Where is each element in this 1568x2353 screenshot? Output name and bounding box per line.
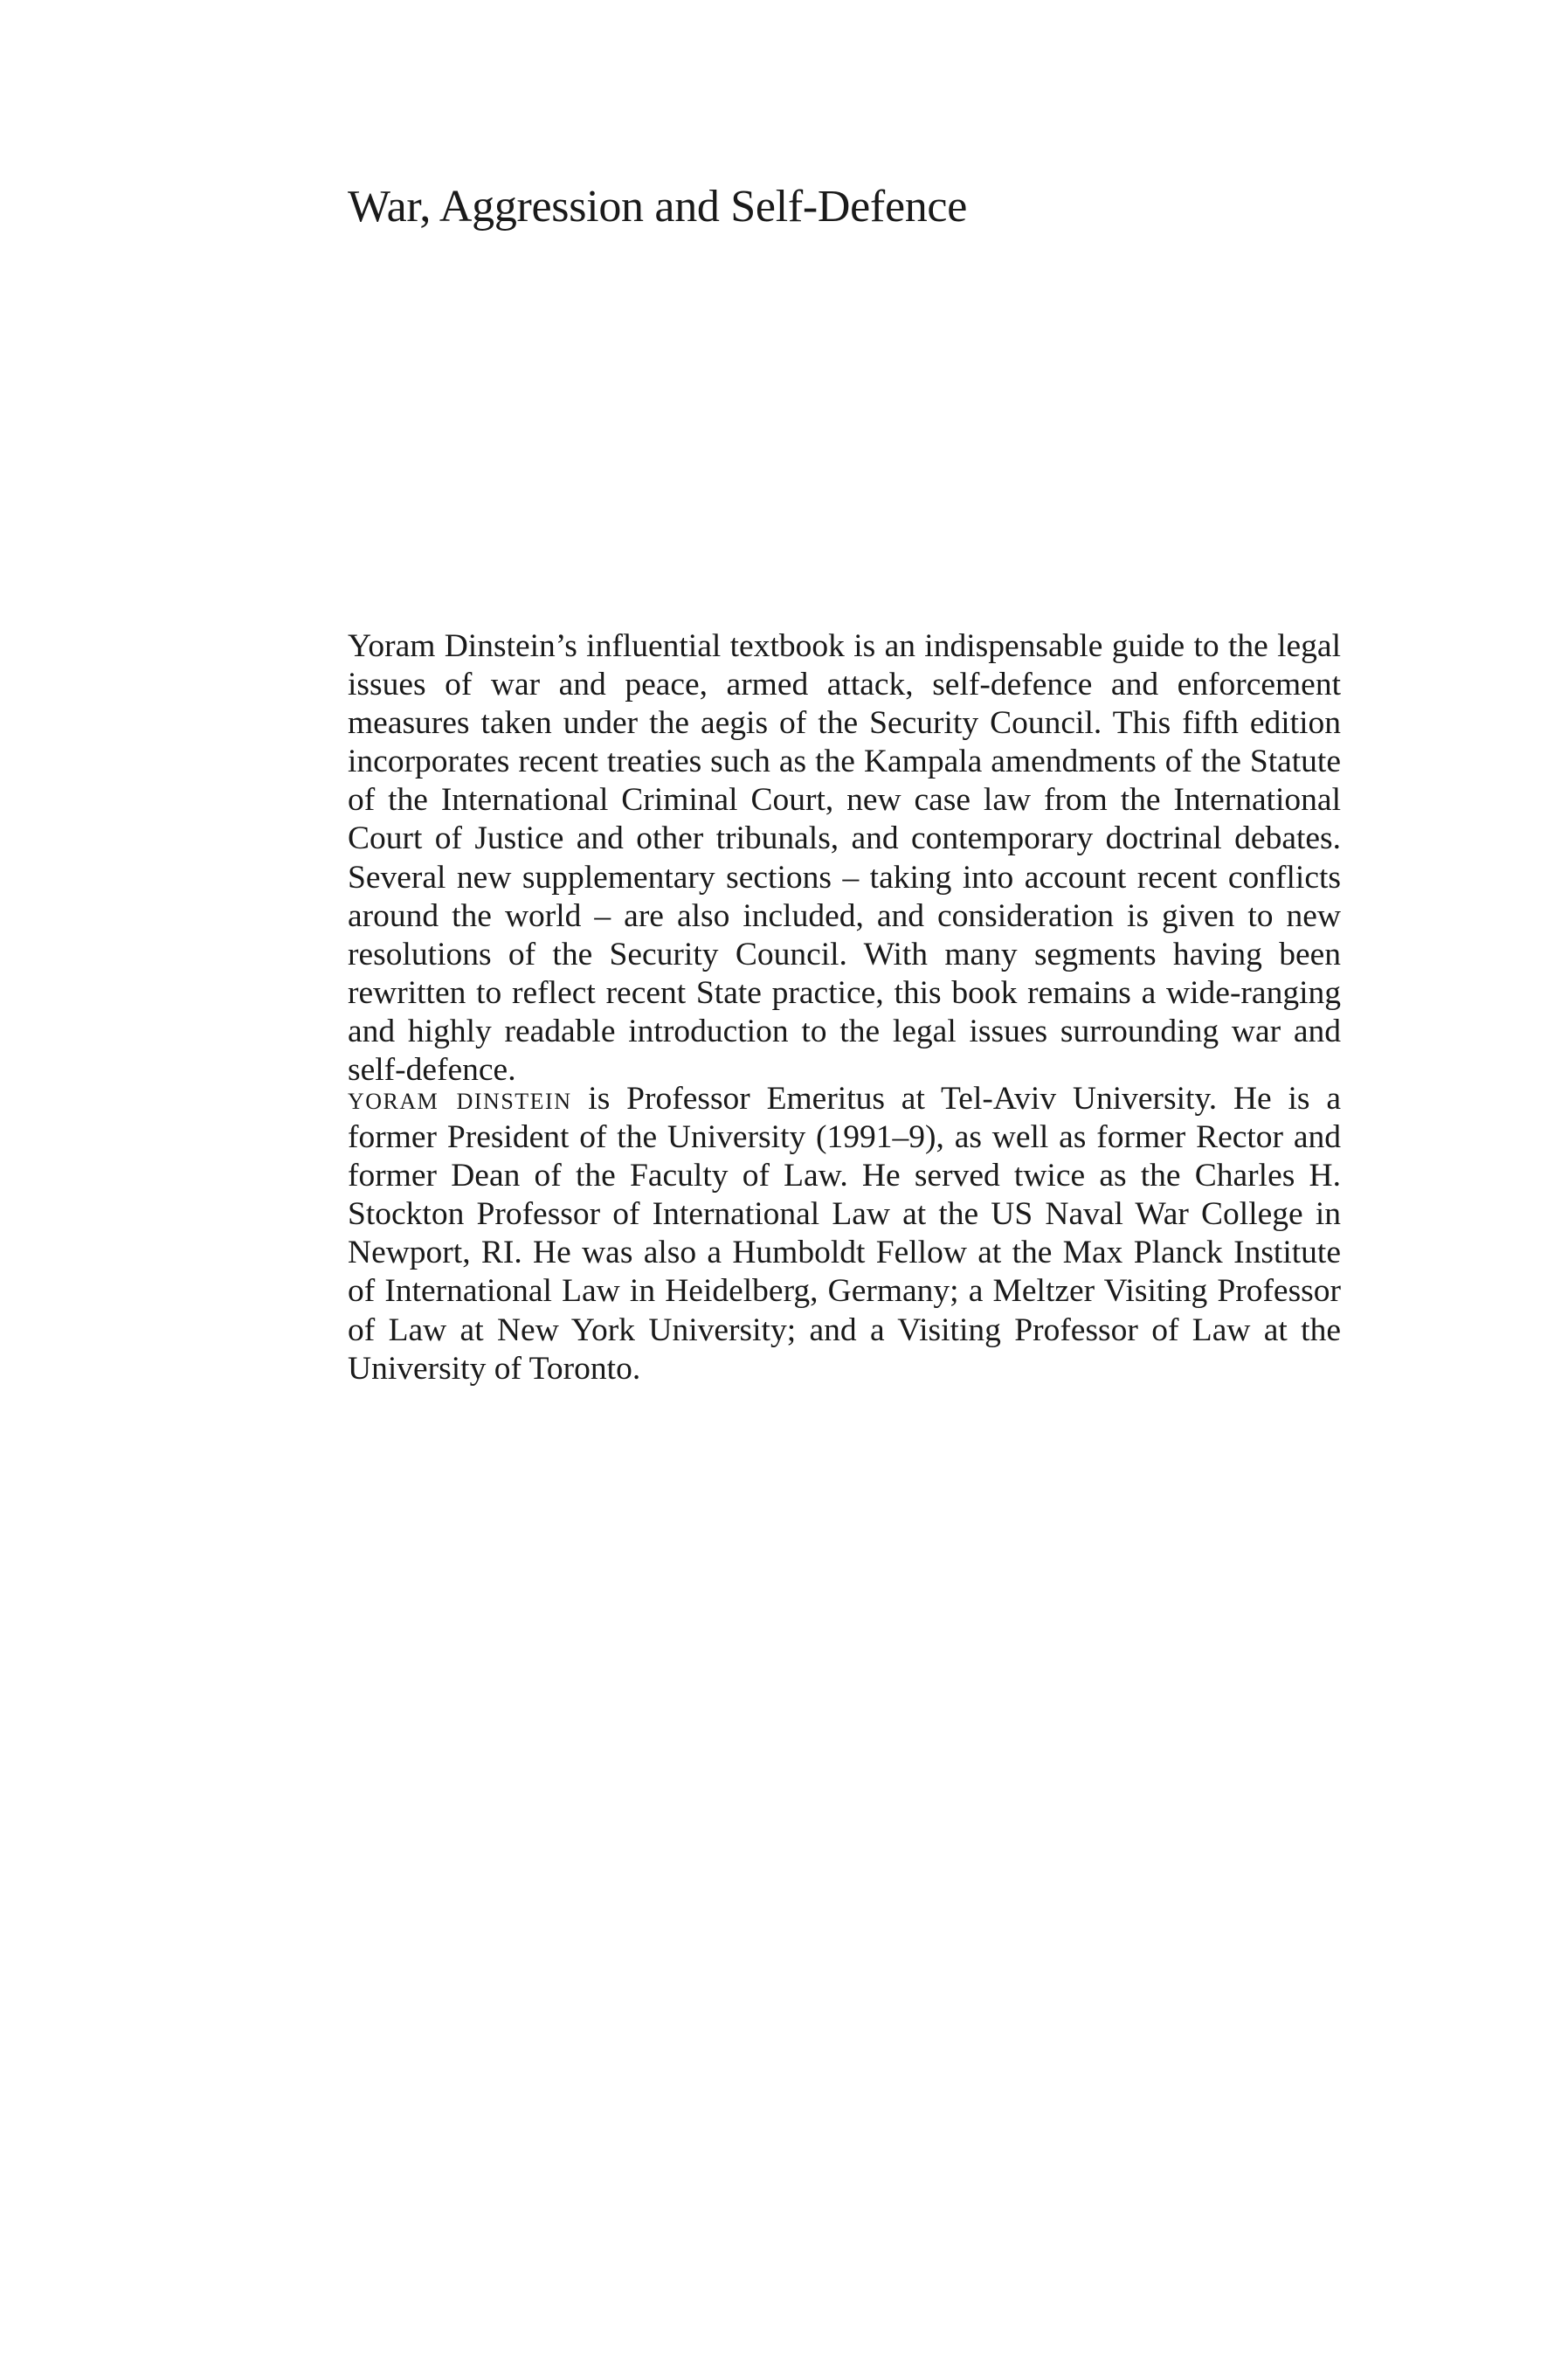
- author-bio: [348, 1080, 1341, 1388]
- book-title: War, Aggression and Self-Defence: [348, 182, 967, 232]
- author-bio-text: is Professor Emeritus at Tel-Aviv University. He is a former President of the University (1991–9), as well as former Rector and former Dean of the Faculty of Law. He served twice as the Charles H. Stockton Professor of International Law at the US Naval War College in Newport, RI. He was also a Humboldt Fellow at the Max Planck Institute of International Law in Heidelberg, Germany; a Meltzer Visiting Professor of Law at New York University; and a Visiting Professor of Law at the University of Toronto.: [348, 1081, 1341, 1387]
- author-name: yoram dinstein: [348, 1081, 572, 1117]
- book-description: Yoram Dinstein’s influential textbook is an indispensable guide to the legal issues of war and peace, armed attack, self-defence and enforcement measures taken under the aegis of the Security Council. This fifth edition incorporates recent treaties such as the Kampala amendments of the Statute of the International Criminal Court, new case law from the International Court of Justice and other tribunals, and contemporary doctrinal debates. Several new supplementary sections – taking into account recent conflicts around the world – are also included, and consideration is given to new resolutions of the Security Council. With many segments having been rewritten to reflect recent State practice, this book remains a wide-ranging and highly readable introduction to the legal issues surrounding war and self-defence.: [348, 628, 1341, 1089]
